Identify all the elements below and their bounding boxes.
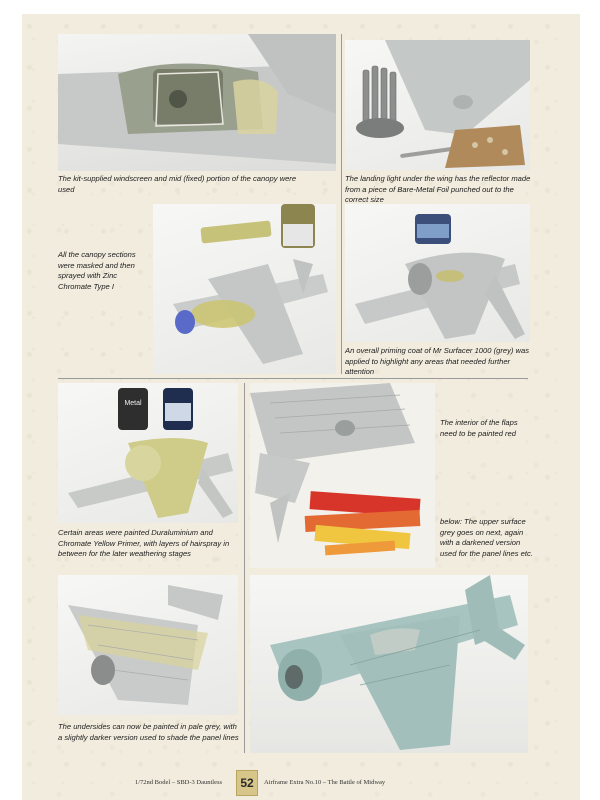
photo-landing-light xyxy=(345,40,530,170)
caption-priming: An overall priming coat of Mr Surfacer 1000 (grey) was applied to highlight any areas that needed further attention xyxy=(345,346,530,376)
photo-zinc-chromate xyxy=(153,204,336,374)
caption-duraluminium: Certain areas were painted Duraluminium and Chromate Yellow Primer, with layers of hairspray in between for the later weathering stages xyxy=(58,528,230,558)
photo-undersides xyxy=(58,575,238,715)
metal-jar-label: Metal xyxy=(124,400,142,407)
caption-landing-light: The landing light under the wing has the reflector made from a piece of Bare-Metal Foil punched out to the correct size xyxy=(345,174,531,204)
caption-flaps: The interior of the flaps need to be painted red xyxy=(440,418,518,438)
caption-upper-surface: below: The upper surface grey goes on next, again with a darkened version used for the panel lines etc. xyxy=(440,517,533,558)
photo-duraluminium xyxy=(58,383,238,523)
footer-right: Airframe Extra No.10 – The Battle of Midway xyxy=(264,779,386,786)
photo-windscreen xyxy=(58,34,336,171)
divider-vertical-bottom xyxy=(244,383,245,753)
divider-vertical-top xyxy=(341,34,342,374)
footer-left: 1/72nd Bodel – SBD-3 Dauntless xyxy=(135,779,223,786)
page-number: 52 xyxy=(236,770,258,796)
photo-priming xyxy=(345,204,530,342)
divider-horizontal xyxy=(58,378,528,379)
photo-flaps xyxy=(250,383,435,568)
photo-pale-blue-model xyxy=(250,575,528,753)
caption-windscreen: The kit-supplied windscreen and mid (fixed) portion of the canopy were used xyxy=(58,174,297,194)
caption-canopy-masked: All the canopy sections were masked and then sprayed with Zinc Chromate Type I xyxy=(58,250,136,291)
caption-undersides: The undersides can now be painted in pale grey, with a slightly darker version used to shade the panel lines xyxy=(58,722,239,742)
